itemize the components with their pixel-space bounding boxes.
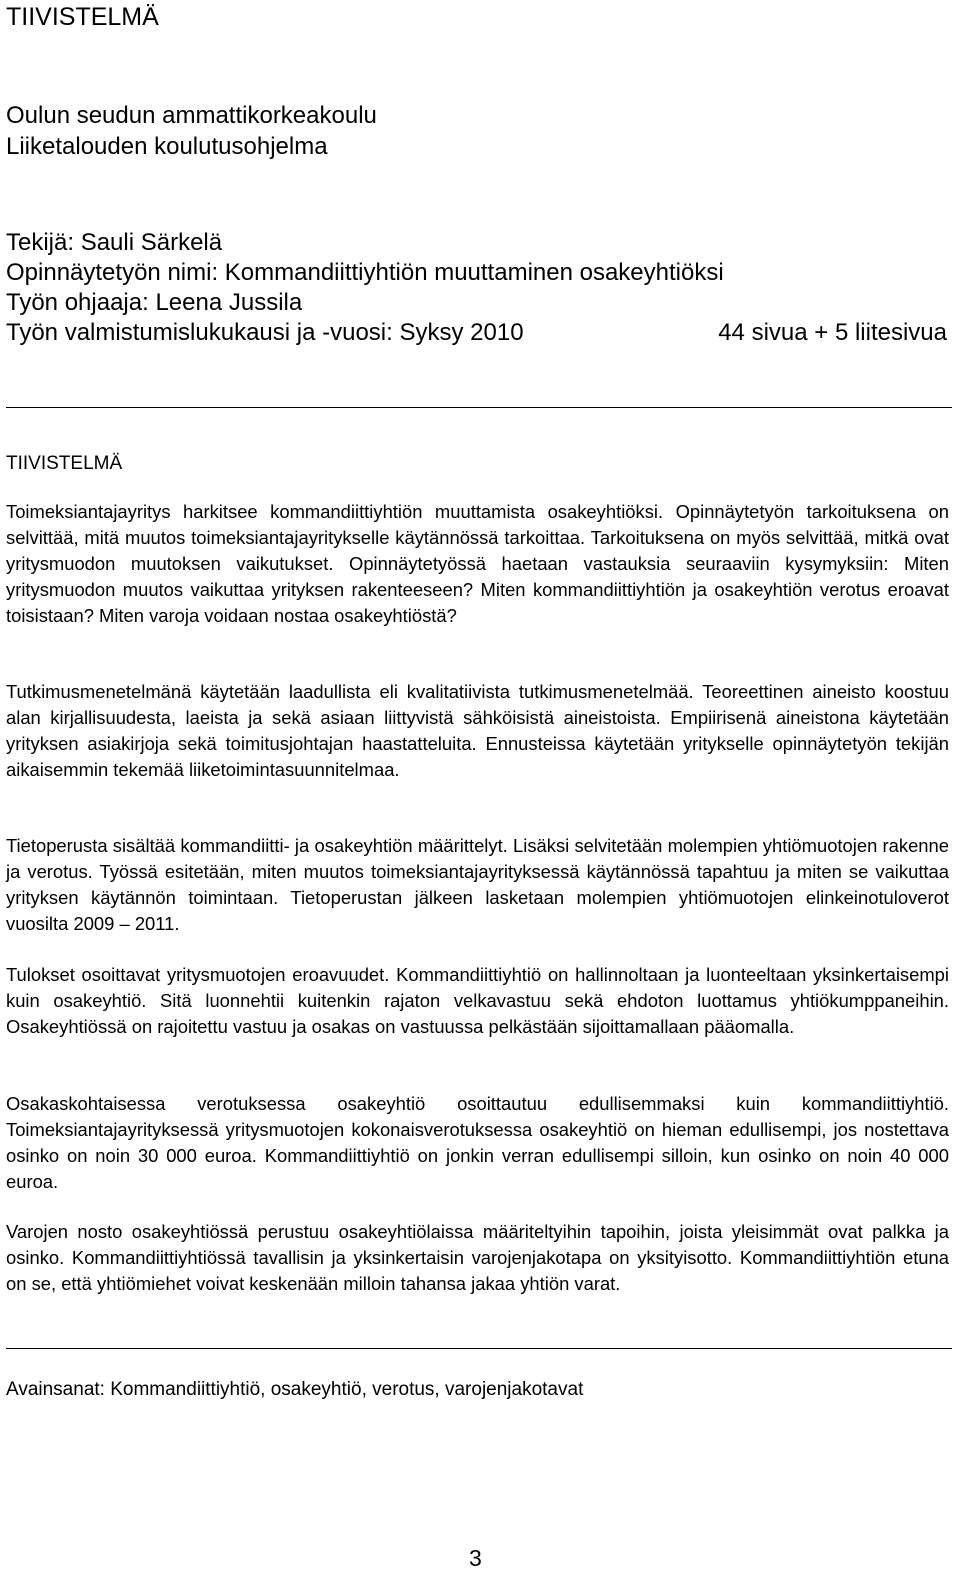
page-number: 3 [469, 1545, 482, 1571]
abstract-paragraph-4: Tulokset osoittavat yritysmuotojen eroavuudet. Kommandiittiyhtiö on hallinnoltaan ja luonteeltaan yksinkertaisempi kuin osakeyhtiö. Sitä luonnehtii kuitenkin rajaton velkavastuu sekä ehdoton luottamus yhtiökumppaneihin. Osakeyhtiössä on rajoitettu vastuu ja osakas on vastuussa pelkästään sijoittamallaan pääomalla. [6, 964, 949, 1037]
page-count: 44 sivua + 5 liitesivua [718, 319, 947, 346]
abstract-heading: TIIVISTELMÄ [6, 453, 123, 474]
completion-term: Työn valmistumislukukausi ja -vuosi: Syksy 2010 [6, 319, 524, 346]
institution: Oulun seudun ammattikorkeakoulu [6, 102, 377, 129]
document-title: TIIVISTELMÄ [6, 3, 159, 31]
supervisor: Työn ohjaaja: Leena Jussila [6, 289, 303, 316]
thesis-name: Opinnäytetyön nimi: Kommandiittiyhtiön muuttaminen osakeyhtiöksi [6, 259, 724, 286]
bottom-divider [6, 1348, 952, 1349]
abstract-paragraph-3: Tietoperusta sisältää kommandiitti- ja osakeyhtiön määrittelyt. Lisäksi selvitetään molempien yhtiömuotojen rakenne ja verotus. Työssä esitetään, miten muutos toimeksiantajayrityksessä käytännössä tapahtuu ja miten se vaikuttaa yrityksen käytännön toimintaan. Tietoperustan jälkeen lasketaan molempien yhtiömuotojen elinkeinotuloverot vuosilta 2009 – 2011. [6, 835, 949, 934]
abstract-paragraph-1: Toimeksiantajayritys harkitsee kommandiittiyhtiön muuttamista osakeyhtiöksi. Opinnäytetyön tarkoituksena on selvittää, mitä muutos toimeksiantajayritykselle käytännössä tarkoittaa. Tarkoituksena on myös selvittää, mitkä ovat yritysmuodon muutoksen vaikutukset. Opinnäytetyössä haetaan vastauksia seuraaviin kysymyksiin: Miten yritysmuodon muutos vaikuttaa yrityksen rakenteeseen? Miten kommandiittiyhtiön ja osakeyhtiön verotus eroavat toisistaan? Miten varoja voidaan nostaa osakeyhtiöstä? [6, 501, 949, 626]
abstract-paragraph-2: Tutkimusmenetelmänä käytetään laadullista eli kvalitatiivista tutkimusmenetelmää. Teoreettinen aineisto koostuu alan kirjallisuudesta, laeista ja sekä asiaan liittyvistä sähköisistä aineistoista. Empiirisenä aineistona käytetään yrityksen asiakirjoja sekä toimitusjohtajan haastatteluita. Ennusteissa käytetään yritykselle opinnäytetyön tekijän aikaisemmin tekemää liiketoimintasuunnitelmaa. [6, 681, 949, 780]
abstract-paragraph-6: Varojen nosto osakeyhtiössä perustuu osakeyhtiölaissa määriteltyihin tapoihin, joista yleisimmät ovat palkka ja osinko. Kommandiittiyhtiössä tavallisin ja yksinkertaisin varojenjakotapa on yksityisotto. Kommandiittiyhtiön etuna on se, että yhtiömiehet voivat keskenään milloin tahansa jakaa yhtiön varat. [6, 1221, 949, 1294]
top-divider [6, 407, 952, 408]
author: Tekijä: Sauli Särkelä [6, 229, 223, 256]
degree-program: Liiketalouden koulutusohjelma [6, 133, 328, 160]
keywords: Avainsanat: Kommandiittiyhtiö, osakeyhtiö, verotus, varojenjakotavat [6, 1379, 584, 1400]
abstract-paragraph-5: Osakaskohtaisessa verotuksessa osakeyhtiö osoittautuu edullisemmaksi kuin kommandiittiyhtiö. Toimeksiantajayrityksessä yritysmuotojen kokonaisverotuksessa osakeyhtiö on hieman edullisempi, jos nostettava osinko on noin 30 000 euroa. Kommandiittiyhtiö on jonkin verran edullisempi silloin, kun osinko on noin 40 000 euroa. [6, 1093, 949, 1192]
